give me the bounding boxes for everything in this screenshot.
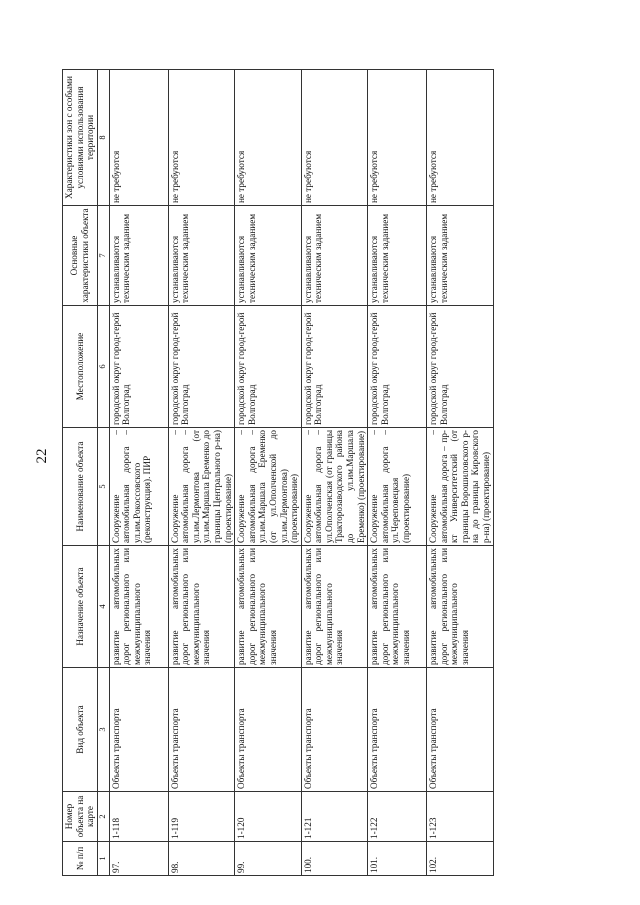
object-characteristics: устанавливаются техническим заданием <box>168 206 234 306</box>
object-name: Сооружение – автомобильная дорога – ул.им.Лермонтова (от ул.им.Маршала Еременко до границы Центрального р-на) (проектирование) <box>168 428 234 546</box>
object-location: городской округ город-герой Волгоград <box>168 306 234 428</box>
zone-characteristics: не требуются <box>109 70 168 206</box>
object-name: Сооружение – автомобильная дорога – ул.Ополченская (от границы Тракторозаводского района до ул.им.Маршала Еременко) (проектирование) <box>301 428 367 546</box>
object-kind: Объекты транспорта <box>368 668 427 792</box>
object-location: городской округ город-герой Волгоград <box>368 306 427 428</box>
object-name: Сооружение – автомобильная дорога – ул.Череповецкая (проектирование) <box>368 428 427 546</box>
row-number: 102. <box>427 842 493 876</box>
table-row <box>301 70 367 876</box>
column-number: 2 <box>97 792 109 842</box>
map-number: 1-119 <box>168 792 234 842</box>
object-purpose: развитие автомобильных дорог регионального или межмуниципального значения <box>168 546 234 668</box>
column-number: 4 <box>97 546 109 668</box>
table-container <box>62 70 577 876</box>
table-row <box>427 70 493 876</box>
table-row <box>168 70 234 876</box>
header-cell: Местоположение <box>63 306 98 428</box>
column-number: 3 <box>97 668 109 792</box>
objects-table <box>62 69 494 876</box>
object-name: Сооружение – автомобильная дорога – пр-кт Университетский (от границы Ворошиловского р-на до границы Кировского р-на) (проектирование) <box>427 428 493 546</box>
zone-characteristics: не требуются <box>168 70 234 206</box>
column-number: 6 <box>97 306 109 428</box>
object-kind: Объекты транспорта <box>301 668 367 792</box>
column-number-row <box>97 70 109 876</box>
object-name: Сооружение – автомобильная дорога – ул.им.Рокоссовского (реконструкция). ПИР <box>109 428 168 546</box>
zone-characteristics: не требуются <box>235 70 301 206</box>
row-number: 97. <box>109 842 168 876</box>
object-characteristics: устанавливаются техническим заданием <box>301 206 367 306</box>
object-characteristics: устанавливаются техническим заданием <box>427 206 493 306</box>
object-name: Сооружение – автомобильная дорога – ул.им.Маршала Еременко (от ул.Ополченской до ул.им.Лермонтова) (проектирование) <box>235 428 301 546</box>
table-row <box>109 70 168 876</box>
object-purpose: развитие автомобильных дорог регионального или межмуниципального значения <box>368 546 427 668</box>
header-row <box>63 70 98 876</box>
table-row <box>235 70 301 876</box>
object-purpose: развитие автомобильных дорог регионального или межмуниципального значения <box>301 546 367 668</box>
map-number: 1-121 <box>301 792 367 842</box>
column-number: 5 <box>97 428 109 546</box>
column-number: 1 <box>97 842 109 876</box>
zone-characteristics: не требуются <box>368 70 427 206</box>
map-number: 1-123 <box>427 792 493 842</box>
object-characteristics: устанавливаются техническим заданием <box>109 206 168 306</box>
page-number: 22 <box>34 448 50 464</box>
row-number: 101. <box>368 842 427 876</box>
table-row <box>368 70 427 876</box>
row-number: 98. <box>168 842 234 876</box>
object-kind: Объекты транспорта <box>168 668 234 792</box>
row-number: 99. <box>235 842 301 876</box>
object-location: городской округ город-герой Волгоград <box>301 306 367 428</box>
object-purpose: развитие автомобильных дорог регионального или межмуниципального значения <box>427 546 493 668</box>
object-kind: Объекты транспорта <box>235 668 301 792</box>
header-cell: Номер объекта на карте <box>63 792 98 842</box>
object-purpose: развитие автомобильных дорог регионального или межмуниципального значения <box>109 546 168 668</box>
header-cell: Основные характеристики объекта <box>63 206 98 306</box>
object-characteristics: устанавливаются техническим заданием <box>235 206 301 306</box>
object-kind: Объекты транспорта <box>427 668 493 792</box>
header-cell: Наименование объекта <box>63 428 98 546</box>
row-number: 100. <box>301 842 367 876</box>
column-number: 8 <box>97 70 109 206</box>
header-cell: Характеристики зон с особыми условиями использования территории <box>63 70 98 206</box>
object-location: городской округ город-герой Волгоград <box>427 306 493 428</box>
map-number: 1-118 <box>109 792 168 842</box>
header-cell: № п/п <box>63 842 98 876</box>
zone-characteristics: не требуются <box>427 70 493 206</box>
map-number: 1-122 <box>368 792 427 842</box>
header-cell: Вид объекта <box>63 668 98 792</box>
zone-characteristics: не требуются <box>301 70 367 206</box>
object-characteristics: устанавливаются техническим заданием <box>368 206 427 306</box>
column-number: 7 <box>97 206 109 306</box>
map-number: 1-120 <box>235 792 301 842</box>
object-location: городской округ город-герой Волгоград <box>235 306 301 428</box>
object-location: городской округ город-герой Волгоград <box>109 306 168 428</box>
object-purpose: развитие автомобильных дорог регионального или межмуниципального значения <box>235 546 301 668</box>
header-cell: Назначение объекта <box>63 546 98 668</box>
object-kind: Объекты транспорта <box>109 668 168 792</box>
